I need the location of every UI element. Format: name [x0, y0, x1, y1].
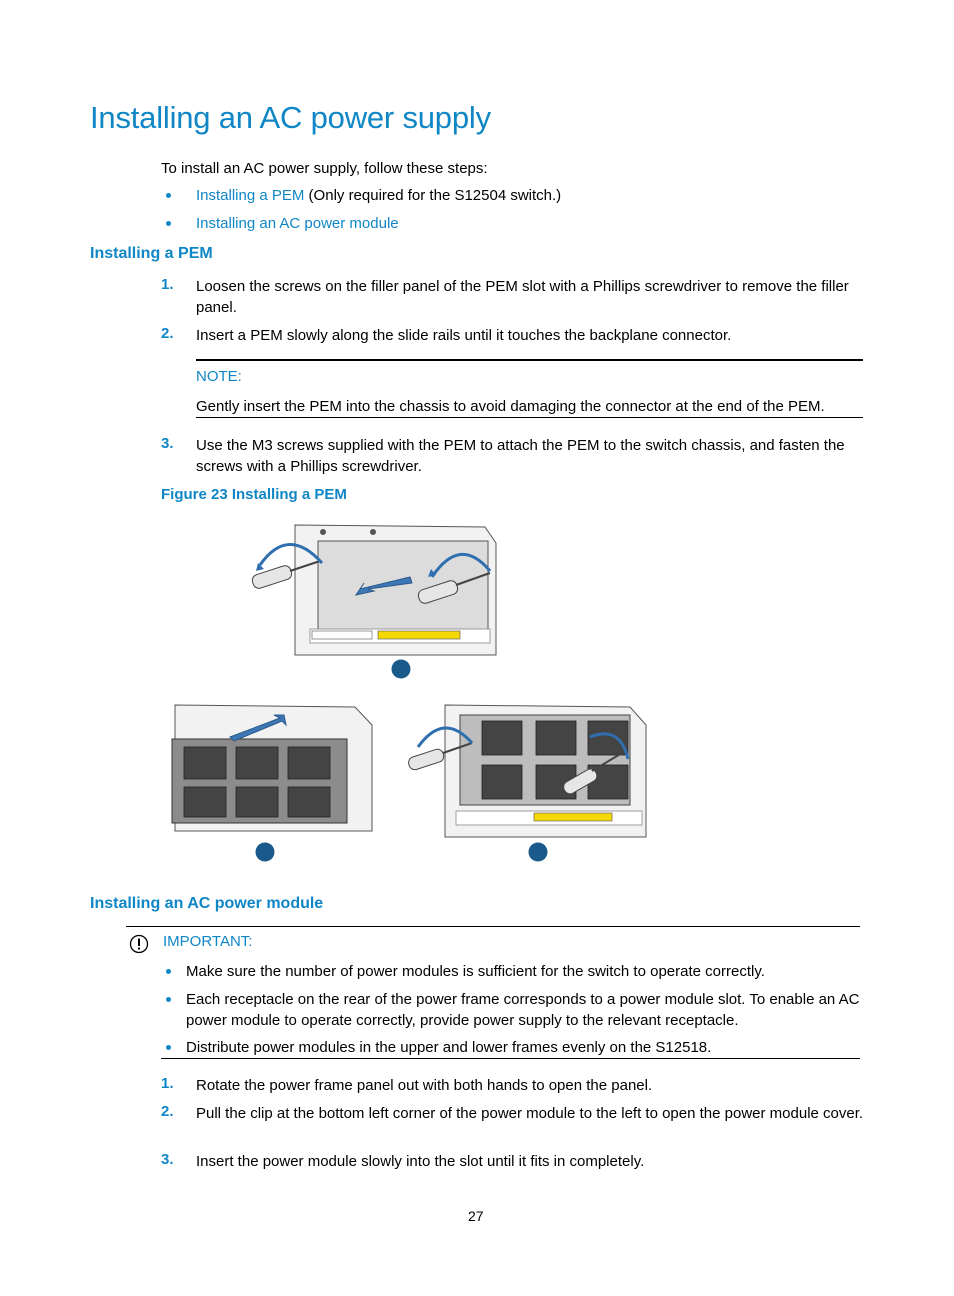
important-top-rule: [126, 926, 860, 927]
step-text: Use the M3 screws supplied with the PEM to attach the PEM to the switch chassis, and fasten the screws with a Phillips screwdriver.: [196, 437, 845, 475]
pem-fasten-illustration: [407, 705, 646, 837]
toc-item-pem: [196, 185, 561, 206]
important-bottom-rule: [161, 1058, 860, 1059]
toc-item-ac-module: [196, 213, 399, 234]
note-label: NOTE:: [196, 368, 242, 385]
important-label: IMPORTANT:: [163, 933, 253, 950]
step-number: 2.: [161, 1103, 174, 1120]
step-number: 3.: [161, 435, 174, 452]
step-number: 1.: [161, 276, 174, 293]
figure-caption: Figure 23 Installing a PEM: [161, 486, 347, 503]
pem-installation-figure: [160, 515, 660, 865]
bullet-icon: [166, 193, 171, 198]
note-text: Gently insert the PEM into the chassis to avoid damaging the connector at the end of the PEM.: [196, 398, 825, 415]
note-bottom-rule: [196, 417, 863, 418]
bullet-icon: [166, 969, 171, 974]
step-number: 2.: [161, 325, 174, 342]
bullet-icon: [166, 1045, 171, 1050]
toc-link-pem[interactable]: Installing a PEM: [196, 187, 305, 204]
important-bullet: Each receptacle on the rear of the power frame corresponds to a power module slot. To enable an AC power module to operate correctly, provide power supply to the relevant receptacle.: [186, 991, 860, 1029]
section-heading-ac-module: Installing an AC power module: [90, 895, 324, 912]
step-text: Pull the clip at the bottom left corner of the power module to the left to open the power module cover.: [196, 1105, 864, 1122]
toc-link-ac-module[interactable]: Installing an AC power module: [196, 215, 399, 232]
step-marker-2: [256, 843, 275, 862]
page-number: 27: [468, 1208, 484, 1224]
pem-insert-illustration: [172, 705, 372, 831]
step-text: Insert the power module slowly into the slot until it fits in completely.: [196, 1153, 645, 1170]
step-text: Rotate the power frame panel out with both hands to open the panel.: [196, 1077, 653, 1094]
step-text: Loosen the screws on the filler panel of the PEM slot with a Phillips screwdriver to remove the filler panel.: [196, 278, 849, 316]
bullet-icon: [166, 997, 171, 1002]
step-marker-3: [529, 843, 548, 862]
step-marker-1: [392, 660, 411, 679]
chassis-filler-panel-illustration: [251, 525, 496, 655]
important-bullet: Distribute power modules in the upper and lower frames evenly on the S12518.: [186, 1039, 712, 1056]
step-number: 3.: [161, 1151, 174, 1168]
important-bullet: Make sure the number of power modules is sufficient for the switch to operate correctly.: [186, 963, 765, 980]
bullet-icon: [166, 221, 171, 226]
section-heading-pem: Installing a PEM: [90, 245, 213, 262]
note-top-rule: [196, 359, 863, 361]
toc-suffix: (Only required for the S12504 switch.): [304, 187, 562, 204]
step-text: Insert a PEM slowly along the slide rails until it touches the backplane connector.: [196, 327, 732, 344]
page-title: Installing an AC power supply: [90, 100, 491, 135]
step-number: 1.: [161, 1075, 174, 1092]
important-icon: [129, 934, 149, 954]
intro-text: To install an AC power supply, follow these steps:: [161, 160, 488, 177]
